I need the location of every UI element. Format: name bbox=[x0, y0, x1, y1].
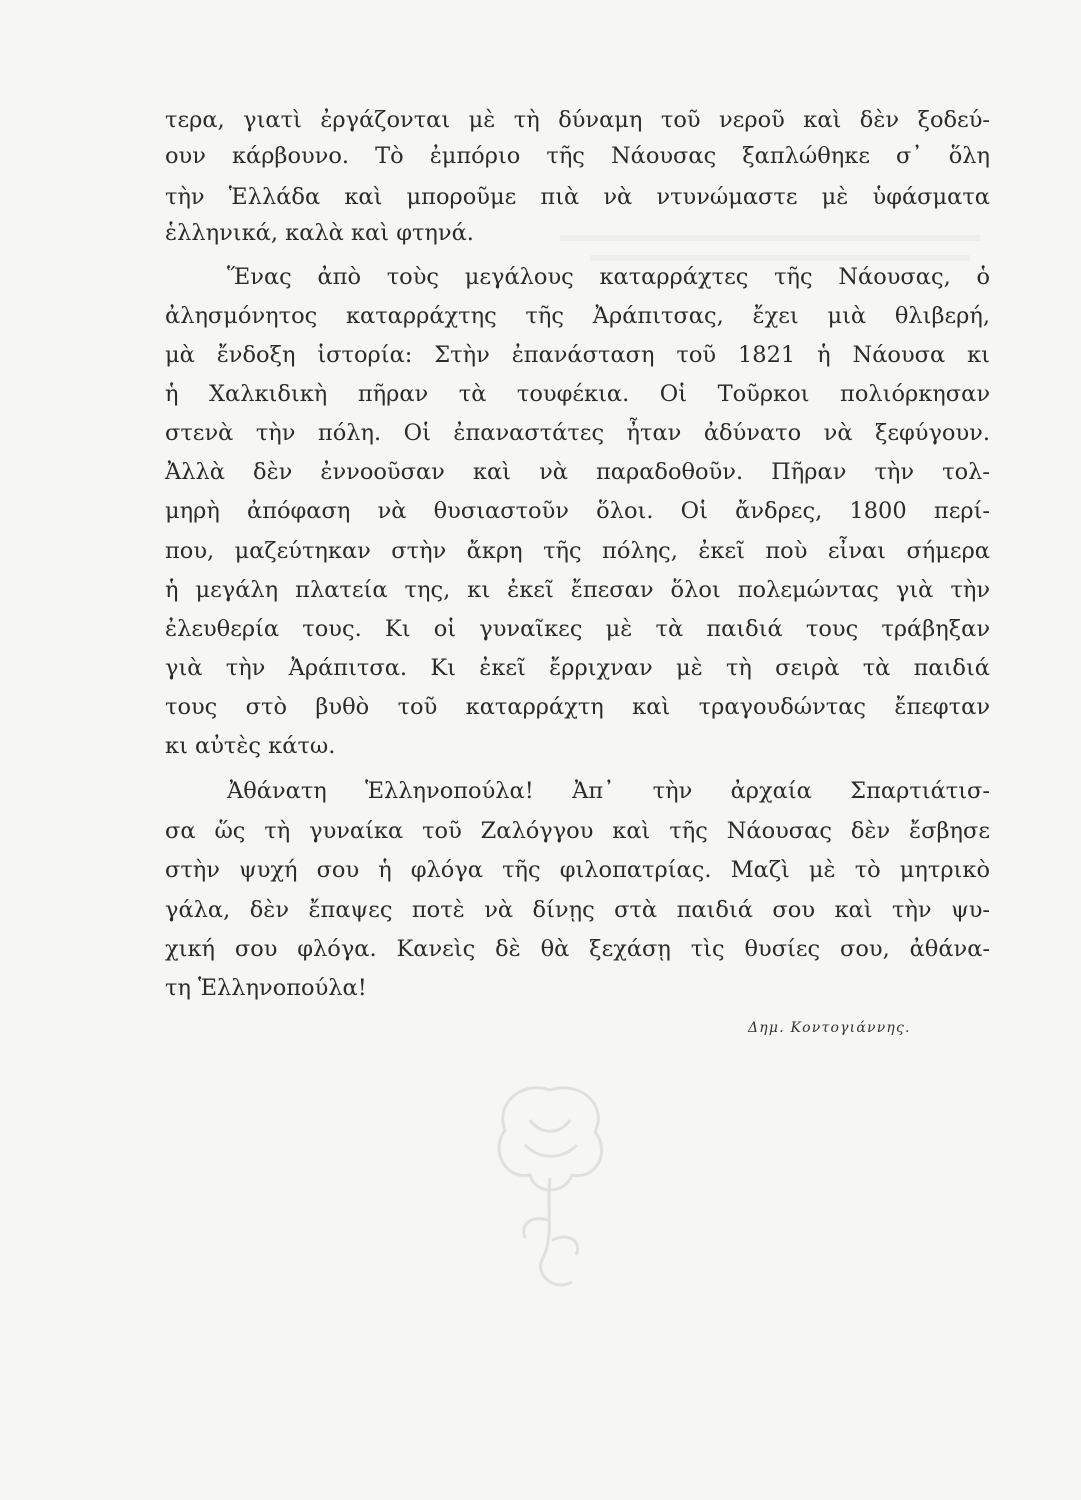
text-line: κι αὐτὲς κάτω. bbox=[165, 733, 336, 759]
text-line: ἑλληνικά, καλὰ καὶ φτηνά. bbox=[165, 220, 474, 246]
text-line: μηρὴ ἀπόφαση νὰ θυσιαστοῦν ὅλοι. Οἱ ἄνδρες, 1800 περί- bbox=[165, 498, 990, 524]
text-line: γάλα, δὲν ἔπαψες ποτὲ νὰ δίνῃς στὰ παιδιά σου καὶ τὴν ψυ- bbox=[165, 897, 990, 923]
text-line: Ἀλλὰ δὲν ἐννοοῦσαν καὶ νὰ παραδοθοῦν. Πῆραν τὴν τολ- bbox=[165, 459, 990, 485]
paragraph-start-line: Ἀθάνατη Ἑλληνοπούλα! Ἀπ᾽ τὴν ἀρχαία Σπαρτιάτισ- bbox=[227, 778, 990, 804]
text-line: ουν κάρβουνο. Τὸ ἐμπόριο τῆς Νάουσας ξαπλώθηκε σ᾽ ὅλη bbox=[165, 143, 990, 169]
text-line: χική σου φλόγα. Κανεὶς δὲ θὰ ξεχάσῃ τὶς θυσίες σου, ἀθάνα- bbox=[165, 936, 990, 962]
text-line: που, μαζεύτηκαν στὴν ἄκρη τῆς πόλης, ἐκεῖ ποὺ εἶναι σήμερα bbox=[165, 538, 990, 564]
text-line: στενὰ τὴν πόλη. Οἱ ἐπαναστάτες ἦταν ἀδύνατο νὰ ξεφύγουν. bbox=[165, 420, 990, 446]
text-line: ἀλησμόνητος καταρράχτης τῆς Ἀράπιτσας, ἔχει μιὰ θλιβερή, bbox=[165, 303, 990, 329]
text-line: τὴν Ἑλλάδα καὶ μποροῦμε πιὰ νὰ ντυνώμαστε μὲ ὑφάσματα bbox=[165, 184, 990, 210]
text-line: τη Ἑλληνοπούλα! bbox=[165, 975, 367, 1001]
text-line: τους στὸ βυθὸ τοῦ καταρράχτη καὶ τραγουδώντας ἔπεφταν bbox=[165, 694, 990, 720]
paragraph-start-line: Ἕνας ἀπὸ τοὺς μεγάλους καταρράχτες τῆς Νάουσας, ὁ bbox=[227, 264, 990, 290]
text-line: ἡ Χαλκιδικὴ πῆραν τὰ τουφέκια. Οἱ Τοῦρκοι πολιόρκησαν bbox=[165, 381, 990, 407]
text-line: σα ὥς τὴ γυναίκα τοῦ Ζαλόγγου καὶ τῆς Νάουσας δὲν ἔσβησε bbox=[165, 818, 990, 844]
text-line: γιὰ τὴν Ἀράπιτσα. Κι ἐκεῖ ἔρριχναν μὲ τὴ σειρὰ τὰ παιδιά bbox=[165, 655, 990, 681]
floral-ornament-icon bbox=[480, 1060, 620, 1300]
text-line: τερα, γιατὶ ἐργάζονται μὲ τὴ δύναμη τοῦ νεροῦ καὶ δὲν ξοδεύ- bbox=[165, 107, 990, 133]
text-line: ἡ μεγάλη πλατεία της, κι ἐκεῖ ἔπεσαν ὅλοι πολεμώντας γιὰ τὴν bbox=[165, 577, 990, 603]
text-line: μὰ ἔνδοξη ἱστορία: Στὴν ἐπανάσταση τοῦ 1821 ἡ Νάουσα κι bbox=[165, 342, 990, 368]
author-signature: Δημ. Κοντογιάννης. bbox=[748, 1020, 911, 1036]
text-line: ἐλευθερία τους. Κι οἱ γυναῖκες μὲ τὰ παιδιά τους τράβηξαν bbox=[165, 616, 990, 642]
text-line: στὴν ψυχή σου ἡ φλόγα τῆς φιλοπατρίας. Μαζὶ μὲ τὸ μητρικὸ bbox=[165, 857, 990, 883]
